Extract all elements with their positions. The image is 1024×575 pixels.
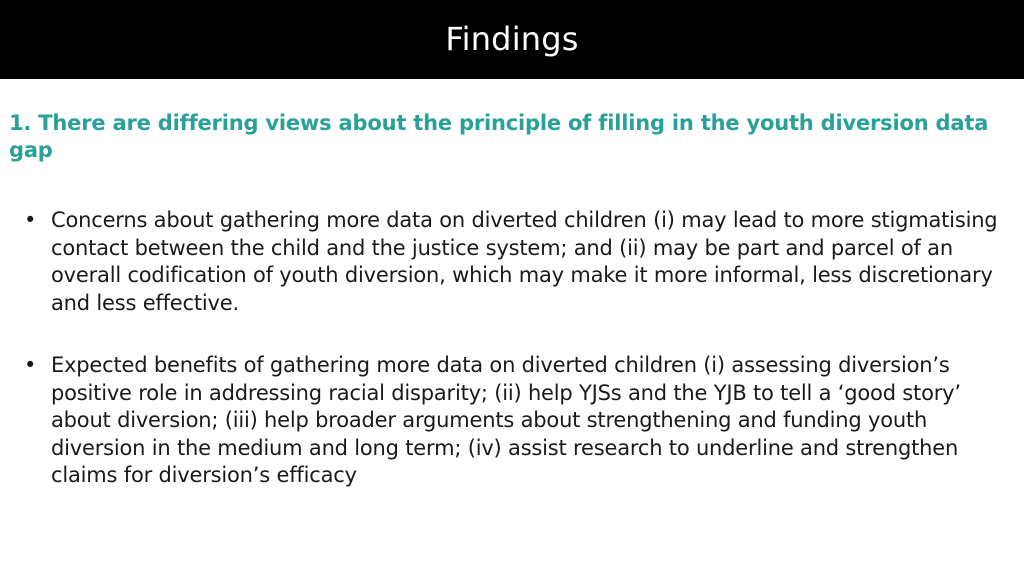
slide-subheading: 1. There are differing views about the principle of filling in the youth diversion data gap xyxy=(9,111,989,162)
bullet-icon: • xyxy=(24,353,37,377)
bullet-text: Expected benefits of gathering more data on diverted children (i) assessing diversion’s positive role in addressing racial disparity; (ii) help YJSs and the YJB to tell a ‘good story’ about diversion; (iii) help broader arguments about strengthening and funding youth diversion in the medium and long term; (iv) assist research to underline and strengthen claims for diversion’s efficacy xyxy=(51,353,961,487)
bullet-icon: • xyxy=(24,208,37,232)
bullet-text: Concerns about gathering more data on diverted children (i) may lead to more stigmatising contact between the child and the justice system; and (ii) may be part and parcel of an overall codification of youth diversion, which may make it more informal, less discretionary and less effective. xyxy=(51,208,998,315)
bullet-item-benefits xyxy=(0,352,1024,490)
bullet-item-concerns xyxy=(0,207,1024,317)
title-bar xyxy=(0,0,1024,79)
slide-title: Findings xyxy=(445,19,579,58)
bullet-list xyxy=(0,207,1024,490)
